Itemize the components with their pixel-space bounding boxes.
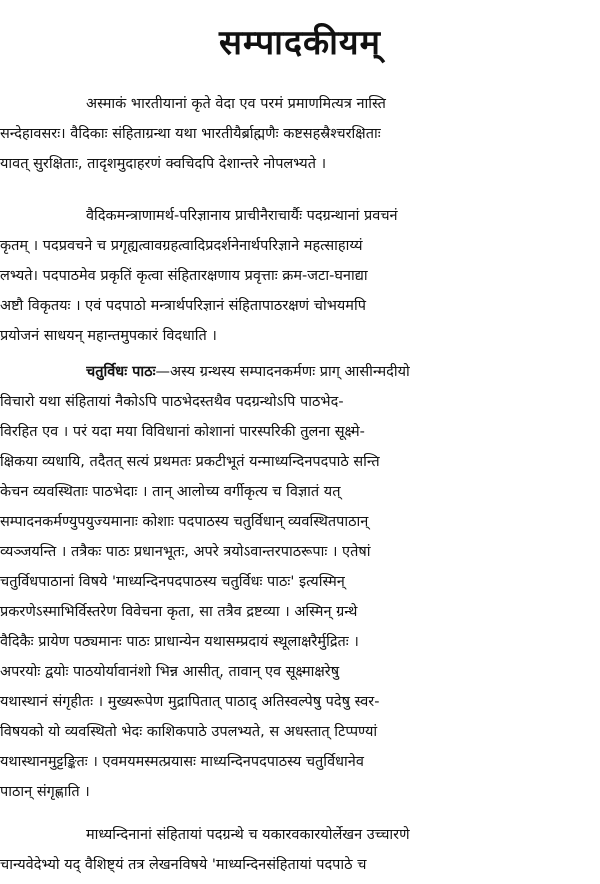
text-line: व्यञ्जयन्ति । तत्रैकः पाठः प्रधानभूतः, अपरे त्रयोऽवान्तरपाठरूपाः । एतेषां	[0, 544, 371, 560]
text-line-rest: —अस्य ग्रन्थस्य सम्पादनकर्मणः प्राग् आसीन्मदीयो	[155, 364, 410, 380]
paragraph-intro	[0, 89, 586, 179]
text-line: प्रयोजनं साधयन् महान्तमुपकारं विदधाति ।	[0, 328, 217, 344]
text-line: यथास्थानं संगृहीतः । मुख्यरूपेण मुद्रापितात् पाठाद् अतिस्वल्पेषु पदेषु स्वर-	[0, 694, 380, 710]
page-title: सम्पादकीयम्	[219, 23, 381, 63]
text-line: अष्टौ विकृतयः । एवं पदपाठो मन्त्रार्थपरिज्ञानं संहितापाठरक्षणं चोभयमपि	[0, 298, 366, 314]
text-line: विषयको यो व्यवस्थितो भेदः काशिकपाठे उपलभ्यते, स अधस्तात् टिप्पण्यां	[0, 724, 378, 740]
text-line: यथास्थानमुट्टङ्कितः । एवमयमस्मत्प्रयासः माध्यन्दिनपदपाठस्य चतुर्विधानेव	[0, 754, 364, 770]
paragraph-chaturvidha	[0, 357, 586, 807]
text-line: अस्माकं भारतीयानां कृते वेदा एव परमं प्रमाणमित्यत्र नास्ति	[86, 96, 386, 112]
paragraph-padapatha	[0, 201, 586, 351]
text-line: लभ्यते। पदपाठमेव प्रकृतिं कृत्वा संहितारक्षणाय प्रवृत्ताः क्रम-जटा-घनाद्या	[0, 268, 368, 284]
text-line: सम्पादनकर्मण्युपयुज्यमानाः कोशाः पदपाठस्य चतुर्विधान् व्यवस्थितपाठान्	[0, 514, 369, 530]
text-line: पाठान् संगृह्णाति ।	[0, 784, 90, 800]
section-lead-heading: चतुर्विधः पाठः	[86, 364, 156, 380]
text-line: क्षिकया व्यधायि, तदैतत् सत्यं प्रथमतः प्रकटीभूतं यन्माध्यन्दिनपदपाठे सन्ति	[0, 454, 380, 470]
text-line: विरहित एव । परं यदा मया विविधानां कोशानां पारस्परिकी तुलना सूक्ष्मे-	[0, 424, 365, 440]
text-line: माध्यन्दिनानां संहितायां पदग्रन्थे च यकारवकारयोर्लेखन उच्चारणे	[86, 827, 410, 843]
text-line: कृतम् । पदप्रवचने च प्रगृह्यत्वावग्रहत्वादिप्रदर्शनेनार्थपरिज्ञाने महत्साहाय्यं	[0, 238, 363, 254]
paragraph-madhyandina	[0, 820, 586, 880]
text-line: यावत् सुरक्षिताः, तादृशमुदाहरणं क्वचिदपि देशान्तरे नोपलभ्यते ।	[0, 156, 327, 172]
text-line: वैदिकमन्त्राणामर्थ-परिज्ञानाय प्राचीनैराचार्यैः पदग्रन्थानां प्रवचनं	[86, 208, 398, 224]
text-line: अपरयोः द्वयोः पाठयोर्यावानंशो भिन्न आसीत्, तावान् एव सूक्ष्माक्षरेषु	[0, 664, 340, 680]
text-line: प्रकरणेऽस्माभिर्विस्तरेण विवेचना कृता, सा तत्रैव द्रष्टव्या । अस्मिन् ग्रन्थे	[0, 604, 358, 620]
text-line: चतुर्विधपाठानां विषये 'माध्यन्दिनपदपाठस्य चतुर्विधः पाठः' इत्यस्मिन्	[0, 574, 345, 590]
text-line: सन्देहावसरः। वैदिकाः संहिताग्रन्था यथा भारतीयैर्ब्राह्मणैः कष्टसहस्रैश्चरक्षिताः	[0, 126, 381, 142]
text-line: केचन व्यवस्थिताः पाठभेदाः । तान् आलोच्य वर्गीकृत्य च विज्ञातं यत्	[0, 484, 341, 500]
text-line-lead	[86, 357, 586, 387]
text-line: विचारो यथा संहितायां नैकोऽपि पाठभेदस्तथैव पदग्रन्थोऽपि पाठभेद-	[0, 394, 344, 410]
text-line: चान्यवेदेभ्यो यद् वैशिष्ट्यं तत्र लेखनविषये 'माध्यन्दिनसंहितायां पदपाठे च	[0, 857, 367, 873]
text-line: वैदिकैः प्रायेण पठ्यमानः पाठः प्राधान्येन यथासम्प्रदायं स्थूलाक्षरैर्मुद्रितः ।	[0, 634, 359, 650]
